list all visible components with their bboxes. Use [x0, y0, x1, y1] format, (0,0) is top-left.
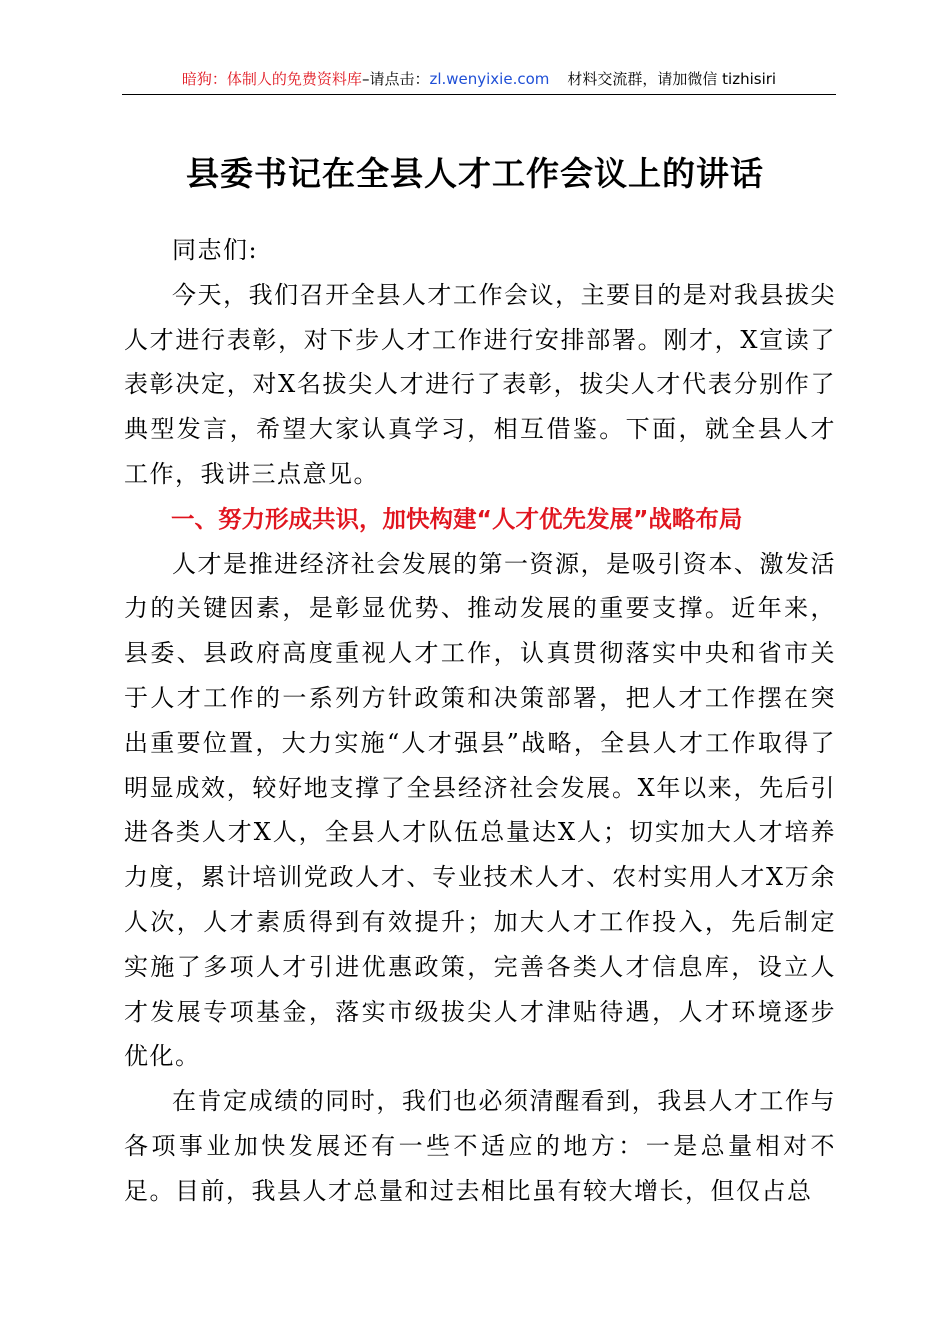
header-contact: 材料交流群，请加微信 tizhisiri: [567, 70, 777, 88]
paragraph-intro: 今天，我们召开全县人才工作会议，主要目的是对我县拔尖人才进行表彰，对下步人才工作进行安排部署。刚才，X宣读了表彰决定，对X名拔尖人才进行了表彰，拔尖人才代表分别作了典型发言，希望大家认真学习，相互借鉴。下面，就全县人才工作，我讲三点意见。: [124, 280, 836, 488]
header-prompt: –请点击：: [361, 70, 430, 88]
document-title: 县委书记在全县人才工作会议上的讲话: [186, 154, 764, 193]
paragraph-achievements: 人才是推进经济社会发展的第一资源，是吸引资本、激发活力的关键因素，是彰显优势、推动发展的重要支撑。近年来，县委、县政府高度重视人才工作，认真贯彻落实中央和省市关于人才工作的一系列方针政策和决策部署，把人才工作摆在突出重要位置，大力实施“人才强县”战略，全县人才工作取得了明显成效，较好地支撑了全县经济社会发展。X年以来，先后引进各类人才X人，全县人才队伍总量达X人；切实加大人才培养力度，累计培训党政人才、专业技术人才、农村实用人才X万余人次，人才素质得到有效提升；加大人才工作投入，先后制定实施了多项人才引进优惠政策，完善各类人才信息库，设立人才发展专项基金，落实市级拔尖人才津贴待遇，人才环境逐步优化。: [124, 549, 836, 1071]
header-brand: 暗狗：体制人的免费资料库: [181, 70, 362, 88]
document-body: [124, 228, 836, 1214]
header-link[interactable]: zl.wenyixie.com: [429, 70, 550, 88]
section-heading-1: 一、努力形成共识，加快构建“人才优先发展”战略布局: [171, 504, 743, 533]
salutation: 同志们:: [172, 236, 259, 264]
paragraph-problems: 在肯定成绩的同时，我们也必须清醒看到，我县人才工作与各项事业加快发展还有一些不适应的地方：一是总量相对不足。目前，我县人才总量和过去相比虽有较大增长，但仅占总: [124, 1087, 836, 1205]
page-header: [122, 66, 836, 95]
